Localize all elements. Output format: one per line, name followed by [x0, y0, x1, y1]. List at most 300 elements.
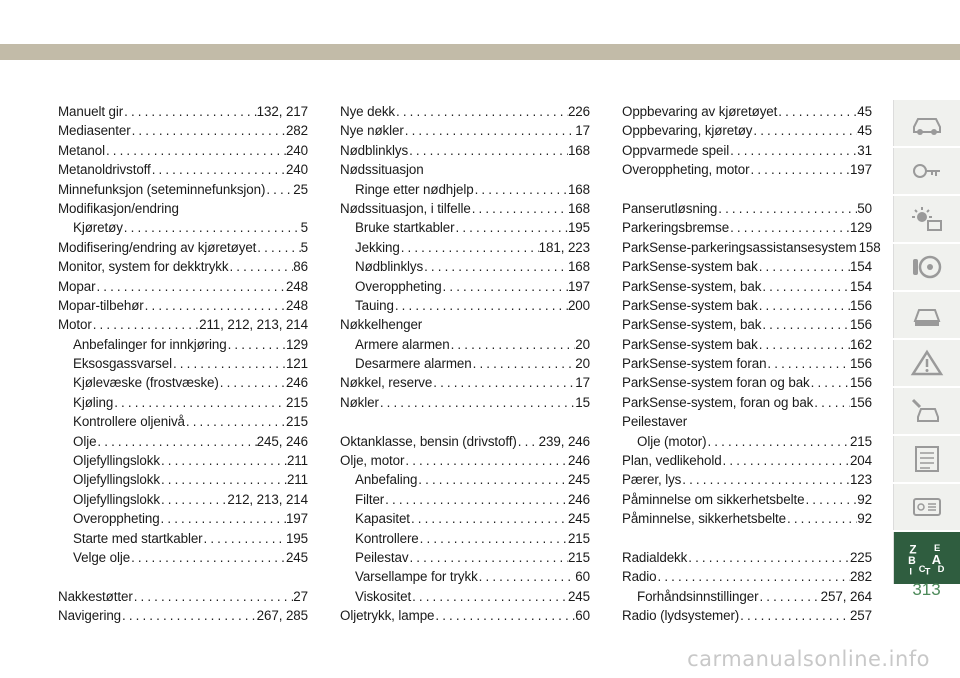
leader-dots [761, 277, 850, 296]
index-subentry [58, 373, 308, 392]
index-entry [58, 238, 308, 257]
entry-page-ref[interactable]: 20 [575, 336, 590, 352]
entry-page-ref[interactable]: 168 [567, 200, 590, 216]
index-entry [622, 160, 872, 179]
index-entry [622, 412, 872, 431]
entry-term: Plan, vedlikehold [622, 453, 722, 469]
entry-term: Nye dekk [340, 104, 396, 119]
leader-dots [758, 296, 850, 315]
entry-page-ref[interactable]: 27 [293, 588, 308, 604]
entry-term: Oktanklasse, bensin (drivstoff) [340, 433, 517, 449]
entry-page-ref[interactable]: 156 [849, 317, 872, 333]
entry-page-ref[interactable]: 248 [285, 297, 308, 313]
page-number: 313 [912, 580, 941, 599]
entry-term: Mopar-tilbehør [58, 297, 144, 313]
index-subentry [340, 587, 590, 606]
entry-term: Modifikasjon/endring [58, 200, 179, 216]
entry-term: Overoppheting [73, 511, 160, 527]
leader-dots [750, 160, 850, 179]
entry-page-ref[interactable]: 240 [285, 162, 308, 178]
checklist-icon [910, 445, 944, 473]
entry-page-ref[interactable]: 154 [849, 278, 872, 294]
entry-page-ref[interactable]: 123 [849, 472, 872, 488]
entry-page-ref[interactable]: 50 [857, 200, 872, 216]
entry-term: Metanoldrivstoff [58, 162, 151, 178]
leader-dots [256, 238, 300, 257]
tab-chapter-8[interactable] [893, 436, 960, 482]
entry-term: Metanol [58, 142, 105, 158]
index-column-2 [340, 102, 590, 626]
entry-term: Radialdekk [622, 549, 688, 565]
index-letter: T [924, 565, 931, 577]
entry-term: Radio (lydsystemer) [622, 608, 740, 624]
entry-page-ref[interactable]: 17 [575, 123, 590, 139]
leader-dots [761, 315, 850, 334]
entry-page-ref[interactable]: 245, 246 [256, 433, 308, 449]
entry-page-ref[interactable]: 15 [575, 394, 590, 410]
entry-page-ref[interactable]: 158 [858, 239, 881, 255]
leader-dots [123, 218, 301, 237]
index-entry [622, 490, 872, 509]
index-subentry [58, 335, 308, 354]
entry-page-ref[interactable]: 215 [567, 530, 590, 546]
leader-dots [160, 470, 287, 489]
leader-dots [752, 121, 857, 140]
entry-term: Påminnelse, sikkerhetsbelte [622, 511, 787, 527]
leader-dots [121, 606, 257, 625]
leader-dots [471, 199, 568, 218]
entry-page-ref[interactable]: 129 [849, 220, 872, 236]
entry-term: Armere alarmen [355, 336, 450, 352]
tab-chapter-1[interactable] [893, 100, 960, 146]
leader-dots [228, 257, 293, 276]
entry-page-ref[interactable]: 248 [285, 278, 308, 294]
leader-dots [408, 548, 568, 567]
entry-term: Kjøretøy [73, 220, 123, 236]
index-subentry [58, 412, 308, 431]
entry-page-ref[interactable]: 204 [849, 453, 872, 469]
entry-page-ref[interactable]: 156 [849, 375, 872, 391]
entry-term: Forhåndsinnstillinger [637, 588, 759, 604]
entry-term: Mediasenter [58, 123, 131, 139]
index-entry [622, 451, 872, 470]
entry-term: Nakkestøtter [58, 588, 133, 604]
index-letter: A [931, 551, 942, 567]
entry-page-ref[interactable]: 86 [293, 259, 308, 275]
index-subentry [58, 218, 308, 237]
entry-term: Starte med startkabler [73, 530, 203, 546]
leader-dots [395, 102, 568, 121]
entry-term: ParkSense-system foran og bak [622, 375, 810, 391]
leader-dots [404, 121, 576, 140]
entry-page-ref[interactable]: 215 [285, 414, 308, 430]
entry-term: ParkSense-system, bak [622, 317, 762, 333]
leader-dots [681, 470, 850, 489]
key-icon [910, 157, 944, 185]
leader-dots [813, 393, 850, 412]
entry-page-ref[interactable]: 168 [567, 142, 590, 158]
leader-dots [478, 567, 576, 586]
entry-page-ref[interactable]: 226 [567, 104, 590, 119]
entry-term: Nødblinklys [355, 259, 424, 275]
entry-page-ref[interactable]: 154 [849, 259, 872, 275]
index-entry [58, 277, 308, 296]
index-entry [58, 102, 308, 121]
index-entry [58, 257, 308, 276]
leader-dots [394, 296, 568, 315]
entry-term: Oljefyllingslokk [73, 453, 160, 469]
entry-term: Påminnelse om sikkerhetsbelte [622, 491, 805, 507]
entry-page-ref[interactable]: 246 [285, 375, 308, 391]
index-subentry [58, 548, 308, 567]
index-letter: I [909, 565, 912, 577]
tab-chapter-4[interactable] [893, 244, 960, 290]
index-subentry [58, 490, 308, 509]
index-subentry [340, 490, 590, 509]
leader-dots [219, 373, 286, 392]
entry-term: Olje [73, 433, 97, 449]
entry-page-ref[interactable]: 5 [300, 239, 308, 255]
entry-term: Anbefaling [355, 472, 418, 488]
index-entry [622, 373, 872, 392]
entry-term: Peilestaver [622, 414, 688, 430]
entry-page-ref[interactable]: 92 [857, 491, 872, 507]
entry-term: Oljefyllingslokk [73, 491, 160, 507]
warning-triangle-icon [910, 349, 944, 377]
leader-dots [419, 529, 568, 548]
watermark-text: carmanualsonline.info [687, 647, 930, 671]
entry-page-ref[interactable]: 156 [849, 297, 872, 313]
entry-term: Desarmere alarmen [355, 356, 472, 372]
index-subentry [340, 218, 590, 237]
entry-term: Overoppheting, motor [622, 162, 750, 178]
entry-page-ref[interactable]: 60 [575, 608, 590, 624]
leader-dots [758, 257, 850, 276]
entry-page-ref[interactable]: 197 [285, 511, 308, 527]
entry-term: Anbefalinger for innkjøring [73, 336, 227, 352]
index-entry [622, 393, 872, 412]
index-subentry [58, 529, 308, 548]
index-entry [622, 470, 872, 489]
index-spacer [622, 529, 872, 548]
tab-chapter-6[interactable] [893, 340, 960, 386]
entry-term: ParkSense-system bak [622, 336, 758, 352]
tab-chapter-5[interactable] [893, 292, 960, 338]
index-letter: Z [909, 543, 917, 557]
entry-page-ref[interactable]: 45 [857, 123, 872, 139]
entry-page-ref[interactable]: 197 [567, 278, 590, 294]
entry-term: Jekking [355, 239, 400, 255]
entry-term: ParkSense-system, foran og bak [622, 394, 814, 410]
watermark [0, 640, 960, 678]
leader-dots [455, 218, 568, 237]
leader-dots [657, 567, 850, 586]
leader-dots [434, 606, 575, 625]
entry-page-ref[interactable]: 246 [567, 491, 590, 507]
index-entry [58, 315, 308, 334]
leader-dots [706, 432, 849, 451]
entry-page-ref[interactable]: 181, 223 [538, 239, 590, 255]
entry-term: Overoppheting [355, 278, 442, 294]
index-entry [58, 606, 308, 625]
index-entry [340, 199, 590, 218]
leader-dots [408, 141, 568, 160]
index-entry [340, 141, 590, 160]
entry-term: Navigering [58, 608, 122, 624]
entry-term: Minnefunksjon (seteminnefunksjon) [58, 181, 266, 197]
entry-page-ref[interactable]: 215 [285, 394, 308, 410]
tab-chapter-2[interactable] [893, 148, 960, 194]
entry-page-ref[interactable]: 257 [849, 608, 872, 624]
leader-dots [160, 490, 227, 509]
leader-dots [786, 509, 857, 528]
entry-term: Velge olje [73, 549, 131, 565]
entry-page-ref[interactable]: 200 [567, 297, 590, 313]
index-column-3 [622, 102, 881, 626]
entry-page-ref[interactable]: 45 [857, 104, 872, 119]
top-margin [0, 0, 960, 38]
index-subentry [58, 509, 308, 528]
leader-dots [729, 218, 850, 237]
header-band [0, 44, 960, 60]
entry-page-ref[interactable]: 60 [575, 569, 590, 585]
index-entry [58, 587, 308, 606]
index-subentry [340, 354, 590, 373]
entry-page-ref[interactable]: 17 [575, 375, 590, 391]
entry-term: Kjølevæske (frostvæske) [73, 375, 219, 391]
entry-term: Filter [355, 491, 385, 507]
leader-dots [160, 451, 287, 470]
entry-page-ref[interactable]: 197 [849, 162, 872, 178]
leader-dots [472, 354, 576, 373]
index-entry [622, 199, 872, 218]
leader-dots [144, 296, 286, 315]
leader-dots [758, 587, 820, 606]
entry-term: Modifisering/endring av kjøretøyet [58, 239, 257, 255]
entry-page-ref[interactable]: 245 [567, 588, 590, 604]
index-entry [340, 121, 590, 140]
leader-dots [400, 238, 539, 257]
index-column-1 [58, 102, 308, 626]
entry-term: ParkSense-system, bak [622, 278, 762, 294]
leader-dots [92, 315, 199, 334]
entry-page-ref[interactable]: 162 [849, 336, 872, 352]
index-entry [622, 121, 872, 140]
index-subentry [622, 432, 872, 451]
leader-dots [687, 548, 850, 567]
index-letter: B [908, 554, 916, 567]
entry-term: Motor [58, 317, 92, 333]
entry-page-ref[interactable]: 156 [849, 394, 872, 410]
tab-chapter-9[interactable] [893, 484, 960, 530]
leader-dots [810, 373, 850, 392]
entry-term: Nødssituasjon [340, 162, 424, 178]
entry-page-ref[interactable]: 31 [857, 142, 872, 158]
entry-term: Oljefyllingslokk [73, 472, 160, 488]
entry-page-ref[interactable]: 267, 285 [256, 608, 308, 624]
index-entry [622, 567, 872, 586]
entry-page-ref[interactable]: 212, 213, 214 [227, 491, 308, 507]
leader-dots [777, 102, 857, 121]
entry-term: Kapasitet [355, 511, 410, 527]
index-entry [622, 277, 872, 296]
index-subentry [340, 257, 590, 276]
tab-chapter-7[interactable] [893, 388, 960, 434]
entry-term: ParkSense-system bak [622, 297, 758, 313]
entry-term: Viskositet [355, 588, 412, 604]
index-entry [622, 548, 872, 567]
leader-dots [804, 490, 857, 509]
index-subentry [58, 354, 308, 373]
entry-page-ref[interactable]: 121 [285, 356, 308, 372]
tab-index[interactable] [893, 532, 960, 584]
entry-term: Radio [622, 569, 657, 585]
entry-term: Kontrollere [355, 530, 419, 546]
index-letter: C [918, 563, 926, 575]
leader-dots [411, 587, 568, 606]
index-entry [340, 393, 590, 412]
entry-term: Nødssituasjon, i tilfelle [340, 200, 471, 216]
entry-term: Oljetrykk, lampe [340, 608, 435, 624]
index-entry [340, 432, 590, 451]
entry-term: Nye nøkler [340, 123, 404, 139]
leader-dots [474, 180, 568, 199]
leader-dots [442, 277, 568, 296]
leader-dots [410, 509, 568, 528]
index-entry [58, 180, 308, 199]
index-entry [58, 160, 308, 179]
entry-term: Tauing [355, 297, 394, 313]
entry-page-ref[interactable]: 168 [567, 259, 590, 275]
index-subentry [340, 277, 590, 296]
wrench-car-icon [910, 397, 944, 425]
multimedia-icon [910, 493, 944, 521]
car-front-icon [910, 301, 944, 329]
entry-page-ref[interactable]: 239, 246 [538, 433, 590, 449]
entry-page-ref[interactable]: 246 [567, 453, 590, 469]
index-entry [622, 238, 881, 257]
leader-dots [517, 432, 539, 451]
entry-term: Oppbevaring, kjøretøy [622, 123, 753, 139]
entry-page-ref[interactable]: 195 [567, 220, 590, 236]
index-subentry [340, 548, 590, 567]
entry-term: Varsellampe for trykk [355, 569, 478, 585]
entry-term: Nødblinklys [340, 142, 409, 158]
index-subentry [622, 587, 872, 606]
entry-term: Olje, motor [340, 453, 405, 469]
entry-term: Manuelt gir [58, 104, 124, 119]
leader-dots [133, 587, 294, 606]
index-entry [622, 102, 872, 121]
entry-term: Parkeringsbremse [622, 220, 730, 236]
entry-term: Kjøling [73, 394, 114, 410]
leader-dots [450, 335, 576, 354]
entry-page-ref[interactable]: 215 [567, 549, 590, 565]
leader-dots [717, 199, 857, 218]
index-entry [340, 606, 590, 625]
leader-dots [113, 393, 286, 412]
car-icon [910, 109, 944, 137]
index-entry [622, 335, 872, 354]
entry-term: Nøkkel, reserve [340, 375, 433, 391]
entry-term: Eksosgassvarsel [73, 356, 172, 372]
entry-page-ref[interactable]: 211 [286, 453, 308, 469]
entry-page-ref[interactable]: 215 [849, 433, 872, 449]
entry-page-ref[interactable]: 129 [285, 336, 308, 352]
index-subentry [340, 567, 590, 586]
leader-dots [404, 451, 568, 470]
leader-dots [379, 393, 575, 412]
leader-dots [203, 529, 286, 548]
leader-dots [95, 277, 285, 296]
entry-page-ref[interactable]: 132, 217 [256, 104, 308, 119]
entry-page-ref[interactable]: 211 [286, 472, 308, 488]
entry-term: Kontrollere oljenivå [73, 414, 185, 430]
tab-chapter-3[interactable] [893, 196, 960, 242]
entry-page-ref[interactable]: 282 [849, 569, 872, 585]
leader-dots [766, 354, 850, 373]
index-entry [622, 257, 872, 276]
entry-page-ref[interactable]: 92 [857, 511, 872, 527]
entry-term: Olje (motor) [637, 433, 707, 449]
index-subentry [340, 335, 590, 354]
steering-wheel-icon [910, 253, 944, 281]
entry-page-ref[interactable]: 195 [285, 530, 308, 546]
index-spacer [340, 412, 590, 431]
index-entry [340, 373, 590, 392]
leader-dots [739, 606, 850, 625]
entry-page-ref[interactable]: 211, 212, 213, 214 [199, 317, 308, 333]
entry-page-ref[interactable]: 20 [575, 356, 590, 372]
entry-term: ParkSense-parkeringsassistansesystem [622, 239, 857, 255]
leader-dots [96, 432, 256, 451]
entry-page-ref[interactable]: 245 [567, 511, 590, 527]
index-entry [622, 141, 872, 160]
entry-page-ref[interactable]: 156 [849, 356, 872, 372]
index-letter: D [937, 563, 945, 575]
index-spacer [622, 180, 872, 199]
entry-page-ref[interactable]: 5 [300, 220, 308, 236]
entry-term: Panserutløsning [622, 200, 718, 216]
entry-term: Ringe etter nødhjelp [355, 181, 474, 197]
leader-dots [123, 102, 257, 121]
index-entry [58, 199, 308, 218]
entry-term: ParkSense-system bak [622, 259, 758, 275]
entry-page-ref[interactable]: 282 [285, 123, 308, 139]
leader-dots [185, 412, 286, 431]
entry-page-ref[interactable]: 168 [567, 181, 590, 197]
leader-dots [758, 335, 850, 354]
leader-dots [130, 548, 286, 567]
index-subentry [58, 470, 308, 489]
leader-dots [432, 373, 575, 392]
entry-page-ref[interactable]: 245 [285, 549, 308, 565]
index-subentry [340, 470, 590, 489]
index-subentry [58, 451, 308, 470]
index-entry [622, 315, 872, 334]
entry-term: Peilestav [355, 549, 409, 565]
entry-page-ref[interactable]: 25 [293, 181, 308, 197]
entry-page-ref[interactable]: 245 [567, 472, 590, 488]
entry-page-ref[interactable]: 257, 264 [820, 588, 872, 604]
index-entry [622, 606, 872, 625]
index-entry [340, 160, 590, 179]
index-subentry [58, 393, 308, 412]
entry-page-ref[interactable]: 225 [849, 549, 872, 565]
index-entry [340, 315, 590, 334]
leader-dots [172, 354, 286, 373]
entry-page-ref[interactable]: 240 [285, 142, 308, 158]
